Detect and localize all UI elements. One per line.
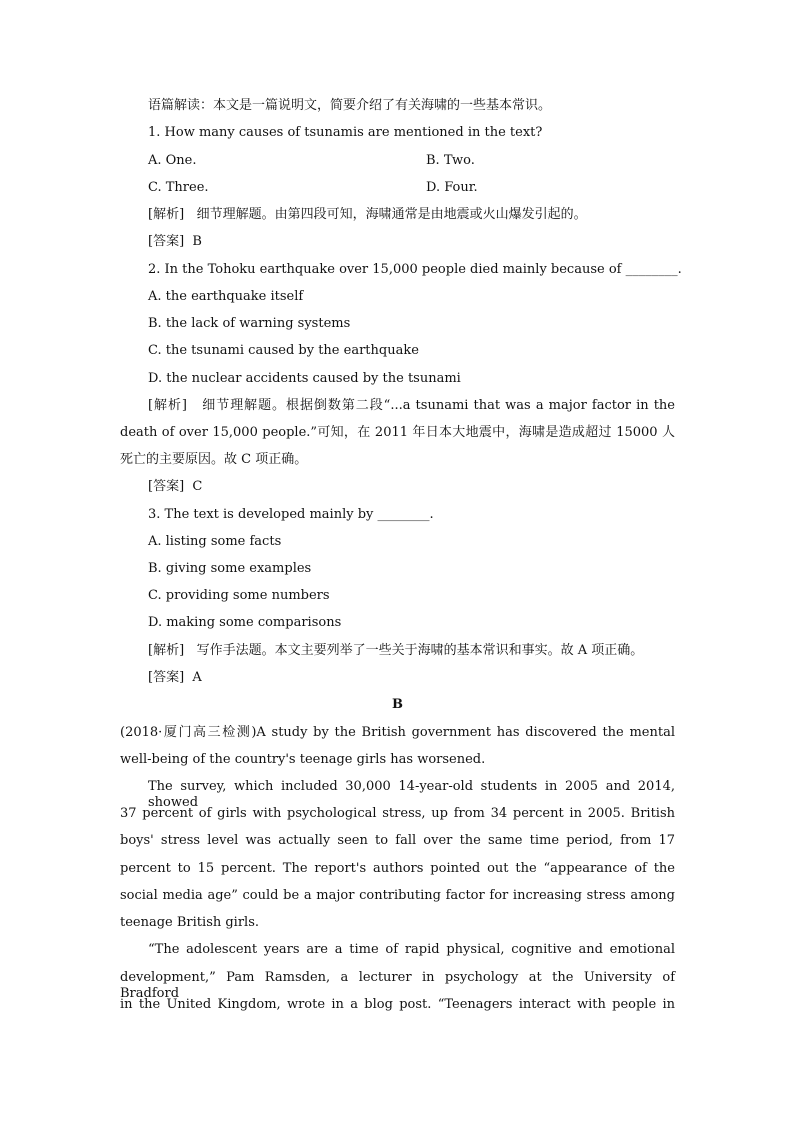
q1-option-c: C. Three. (148, 180, 209, 195)
q1-analysis-text: 细节理解题。由第四段可知，海啸通常是由地震或火山爆发引起的。 (196, 207, 587, 222)
q1-analysis (148, 207, 587, 223)
q2-analysis-line-2: death of over 15,000 people.”可知，在 2011 年日本大地震中，海啸是造成超过 15000 人 (120, 425, 675, 440)
q1-option-d: D. Four. (426, 180, 478, 195)
q1-option-a: A. One. (148, 153, 197, 168)
passage-p1-line-2: well-being of the country's teenage girls has worsened. (120, 752, 486, 767)
q2-answer-value: C (192, 479, 203, 494)
q2-answer-tag: [答案] (148, 479, 185, 494)
passage-p2-line-4: percent to 15 percent. The report's authors pointed out the “appearance of the (120, 861, 675, 876)
passage-p2-line-1: The survey, which included 30,000 14-year-old students in 2005 and 2014, showed (148, 779, 675, 810)
q3-analysis (148, 643, 643, 659)
question-3-stem: 3. The text is developed mainly by ________. (148, 507, 434, 522)
q3-analysis-text: 写作手法题。本文主要列举了一些关于海啸的基本常识和事实。故 A 项正确。 (196, 643, 644, 658)
passage-p3-line-2: development,” Pam Ramsden, a lecturer in psychology at the University of Bradford (120, 970, 675, 1001)
passage-p1-line-1: (2018·厦门高三检测)A study by the British government has discovered the mental (120, 725, 675, 740)
passage-p2-line-3: boys' stress level was actually seen to fall over the same time period, from 17 (120, 833, 675, 848)
passage-p2-line-2: 37 percent of girls with psychological stress, up from 34 percent in 2005. British (120, 806, 675, 821)
q2-option-b: B. the lack of warning systems (148, 316, 351, 331)
q1-answer-value: B (192, 234, 202, 249)
q1-analysis-tag: [解析] (148, 207, 185, 222)
q2-analysis-tag: [解析] (148, 398, 188, 413)
question-1-stem: 1. How many causes of tsunamis are mentioned in the text? (148, 125, 543, 140)
q2-analysis-line-3: 死亡的主要原因。故 C 项正确。 (120, 452, 308, 467)
passage-p2-line-6: teenage British girls. (120, 915, 260, 930)
q2-analysis-line-1 (148, 398, 675, 414)
q3-option-b: B. giving some examples (148, 561, 312, 576)
passage-p3-line-3: in the United Kingdom, wrote in a blog post. “Teenagers interact with people in (120, 997, 675, 1012)
passage-intro: 语篇解读：本文是一篇说明文，简要介绍了有关海啸的一些基本常识。 (148, 98, 552, 113)
q3-answer (148, 670, 202, 686)
q3-option-c: C. providing some numbers (148, 588, 330, 603)
q2-option-d: D. the nuclear accidents caused by the tsunami (148, 371, 461, 386)
q3-answer-value: A (192, 670, 202, 685)
q3-answer-tag: [答案] (148, 670, 185, 685)
q1-answer (148, 234, 202, 250)
question-2-stem: 2. In the Tohoku earthquake over 15,000 people died mainly because of ________. (148, 262, 682, 277)
q2-option-c: C. the tsunami caused by the earthquake (148, 343, 419, 358)
q2-answer (148, 479, 202, 495)
q1-answer-tag: [答案] (148, 234, 185, 249)
q3-option-a: A. listing some facts (148, 534, 282, 549)
q1-option-b: B. Two. (426, 153, 475, 168)
q3-analysis-tag: [解析] (148, 643, 185, 658)
section-heading: B (392, 697, 403, 712)
q2-option-a: A. the earthquake itself (148, 289, 304, 304)
q2-analysis-text-1: 细节理解题。根据倒数第二段“...a tsunami that was a major factor in the (202, 398, 675, 413)
q3-option-d: D. making some comparisons (148, 615, 342, 630)
passage-p2-line-5: social media age” could be a major contributing factor for increasing stress among (120, 888, 675, 903)
passage-p3-line-1: “The adolescent years are a time of rapid physical, cognitive and emotional (148, 942, 675, 957)
